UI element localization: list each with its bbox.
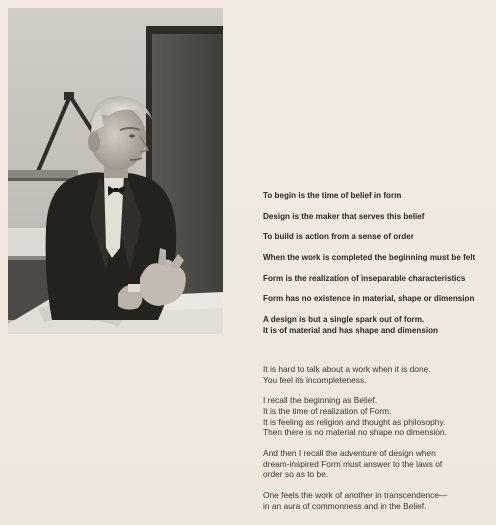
credo-line: Form has no existence in material, shape or dimension (263, 294, 475, 304)
paragraph-4 (263, 490, 491, 511)
paragraph-2 (263, 395, 491, 437)
prose-line: order so as to be. (263, 469, 329, 480)
prose-line: And then I recall the adventure of design when (263, 447, 436, 458)
credo-line: Design is the maker that serves this belief (263, 211, 425, 221)
credo-final-line: It is of material and has shape and dimension (263, 326, 438, 336)
photo-illustration (8, 8, 223, 334)
credo-line: To begin is the time of belief in form (263, 191, 402, 200)
credo-block (263, 190, 491, 336)
credo-line: When the work is completed the beginning must be felt (263, 253, 476, 263)
credo-final-line: A design is but a single spark out of form. (263, 315, 425, 325)
prose-line: One feels the work of another in transcendence— (263, 489, 448, 500)
paragraph-3 (263, 448, 491, 480)
prose-line: It is feeling as religion and thought as philosophy. (263, 416, 446, 427)
paragraph-1 (263, 364, 491, 385)
prose-line: dream-inspired Form must answer to the laws of (263, 458, 443, 469)
prose-line: It is hard to talk about a work when it is done. (263, 364, 431, 374)
prose-line: It is the time of realization of Form. (263, 405, 392, 416)
prose-line: in an aura of commonness and in the Belief. (263, 500, 427, 511)
prose-line: Then there is no material no shape no dimension. (263, 427, 447, 438)
prose-block (263, 364, 491, 521)
portrait-photo (8, 8, 223, 334)
prose-line: I recall the beginning as Belief. (263, 395, 378, 406)
credo-line: To build is action from a sense of order (263, 232, 414, 242)
prose-line: You feel its incompleteness. (263, 374, 367, 385)
credo-final (263, 314, 491, 336)
credo-line: Form is the realization of inseparable characteristics (263, 273, 466, 283)
